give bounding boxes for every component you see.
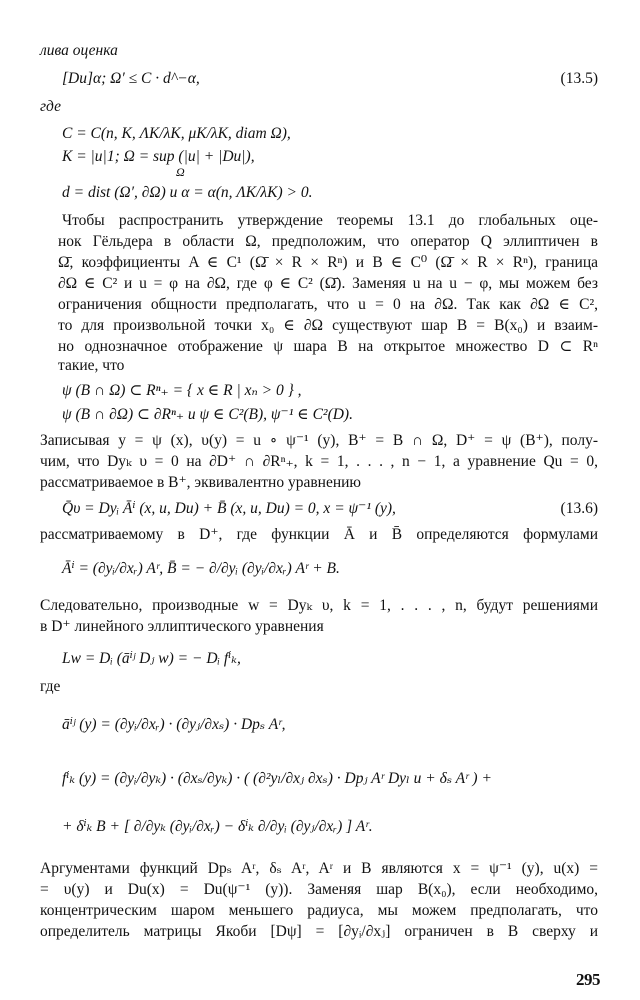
paragraph-line: ограничения общности предполагать, что u = 0 на ∂Ω. Так как ∂Ω ∈ C²,: [58, 296, 598, 313]
page-number: 295: [576, 970, 600, 989]
paragraph-line: рассматриваемому в D⁺, где функции Ā и B̄ определяются формулами: [40, 526, 598, 543]
paragraph-line: в D⁺ линейного эллиптического уравнения: [40, 618, 324, 635]
text-line: где: [40, 678, 61, 695]
paragraph-line: нок Гёльдера в области Ω, предположим, что оператор Q эллиптичен в: [58, 233, 598, 250]
equation-line: Āⁱ = (∂yᵢ/∂xᵣ) Aʳ, B̄ = − ∂/∂yᵢ (∂yᵢ/∂xᵣ) Aʳ + B.: [62, 560, 340, 577]
paragraph-line: Аргументами функций Dpₛ Aʳ, δₛ Aʳ, Aʳ и B являются x = ψ⁻¹ (y), u(x) =: [40, 860, 598, 877]
equation-line: K = |u|1; Ω = sup (|u| + |Du|),: [62, 148, 255, 165]
equation-line: ψ (B ∩ ∂Ω) ⊂ ∂Rⁿ₊ и ψ ∈ C²(B), ψ⁻¹ ∈ C²(D).: [62, 406, 353, 423]
equation-line: + δⁱₖ B + [ ∂/∂yₖ (∂yᵢ/∂xᵣ) − δⁱₖ ∂/∂yᵢ (∂yⱼ/∂xᵣ) ] Aʳ.: [62, 818, 373, 835]
equation-line: C = C(n, K, ΛK/λK, μK/λK, diam Ω),: [62, 125, 291, 142]
paragraph-line: но однозначное отображение ψ шара B на открытое множество D ⊂ Rⁿ: [58, 338, 598, 355]
paragraph-line: такие, что: [58, 357, 125, 374]
text-line: лива оценка: [40, 42, 118, 59]
paragraph-line: Записывая y = ψ (x), υ(y) = u ∘ ψ⁻¹ (y), B⁺ = B ∩ Ω, D⁺ = ψ (B⁺), полу-: [40, 432, 598, 449]
paragraph-line: Ω̄, коэффициенты A ∈ C¹ (Ω̄ × R × Rⁿ) и B ∈ C⁰ (Ω̄ × R × Rⁿ), граница: [58, 254, 598, 271]
equation-line: ψ (B ∩ Ω) ⊂ Rⁿ₊ = { x ∈ R | xₙ > 0 } ,: [62, 382, 302, 399]
equation-number: (13.5): [560, 70, 598, 87]
paragraph-line: концентрическим шаром меньшего радиуса, мы можем предполагать, что: [40, 902, 598, 919]
paragraph-line: чим, что Dyₖ υ = 0 на ∂D⁺ ∩ ∂Rⁿ₊, k = 1, . . . , n − 1, а уравнение Qu = 0,: [40, 453, 598, 470]
paragraph-line: рассматриваемое в B⁺, эквивалентно уравнению: [40, 474, 361, 491]
equation-13-5: [Du]α; Ω′ ≤ C · d^−α,: [62, 70, 200, 87]
paragraph-line: определитель матрицы Якоби [Dψ] = [∂yᵢ/∂xⱼ] ограничен в B сверху и: [40, 923, 598, 940]
equation-line: Lw = Dᵢ (āⁱʲ Dⱼ w) = − Dᵢ fⁱₖ,: [62, 650, 241, 667]
text-line: где: [40, 98, 61, 115]
paragraph-line: ∂Ω ∈ C² и u = φ на ∂Ω, где φ ∈ C² (Ω̄). Заменяя u на u − φ, мы можем без: [58, 275, 598, 292]
paragraph-line: Чтобы распространить утверждение теоремы 13.1 до глобальных оце-: [62, 212, 598, 229]
equation-line: fⁱₖ (y) = (∂yᵢ/∂yₖ) · (∂xₛ/∂yₖ) · ( (∂²yₗ/∂xⱼ ∂xₛ) · Dpⱼ Aʳ Dyₗ u + δₛ Aʳ ) +: [62, 770, 492, 787]
paragraph-line: то для произвольной точки x₀ ∈ ∂Ω существуют шар B = B(x₀) и взаим-: [58, 317, 598, 334]
equation-13-6: Q̄υ = Dyᵢ Āⁱ (x, u, Du) + B̄ (x, u, Du) = 0, x = ψ⁻¹ (y),: [62, 500, 396, 517]
paragraph-line: Следовательно, производные w = Dyₖ υ, k = 1, . . . , n, будут решениями: [40, 597, 598, 614]
equation-line: āⁱʲ (y) = (∂yᵢ/∂xᵣ) · (∂yⱼ/∂xₛ) · Dpₛ Aʳ,: [62, 716, 286, 733]
paragraph-line: = υ(y) и Du(x) = Du(ψ⁻¹ (y)). Заменяя шар B(x₀), если необходимо,: [40, 881, 598, 898]
equation-line: d = dist (Ω′, ∂Ω) и α = α(n, ΛK/λK) > 0.: [62, 184, 313, 201]
equation-number: (13.6): [560, 500, 598, 517]
equation-subscript: Ω: [176, 165, 185, 179]
